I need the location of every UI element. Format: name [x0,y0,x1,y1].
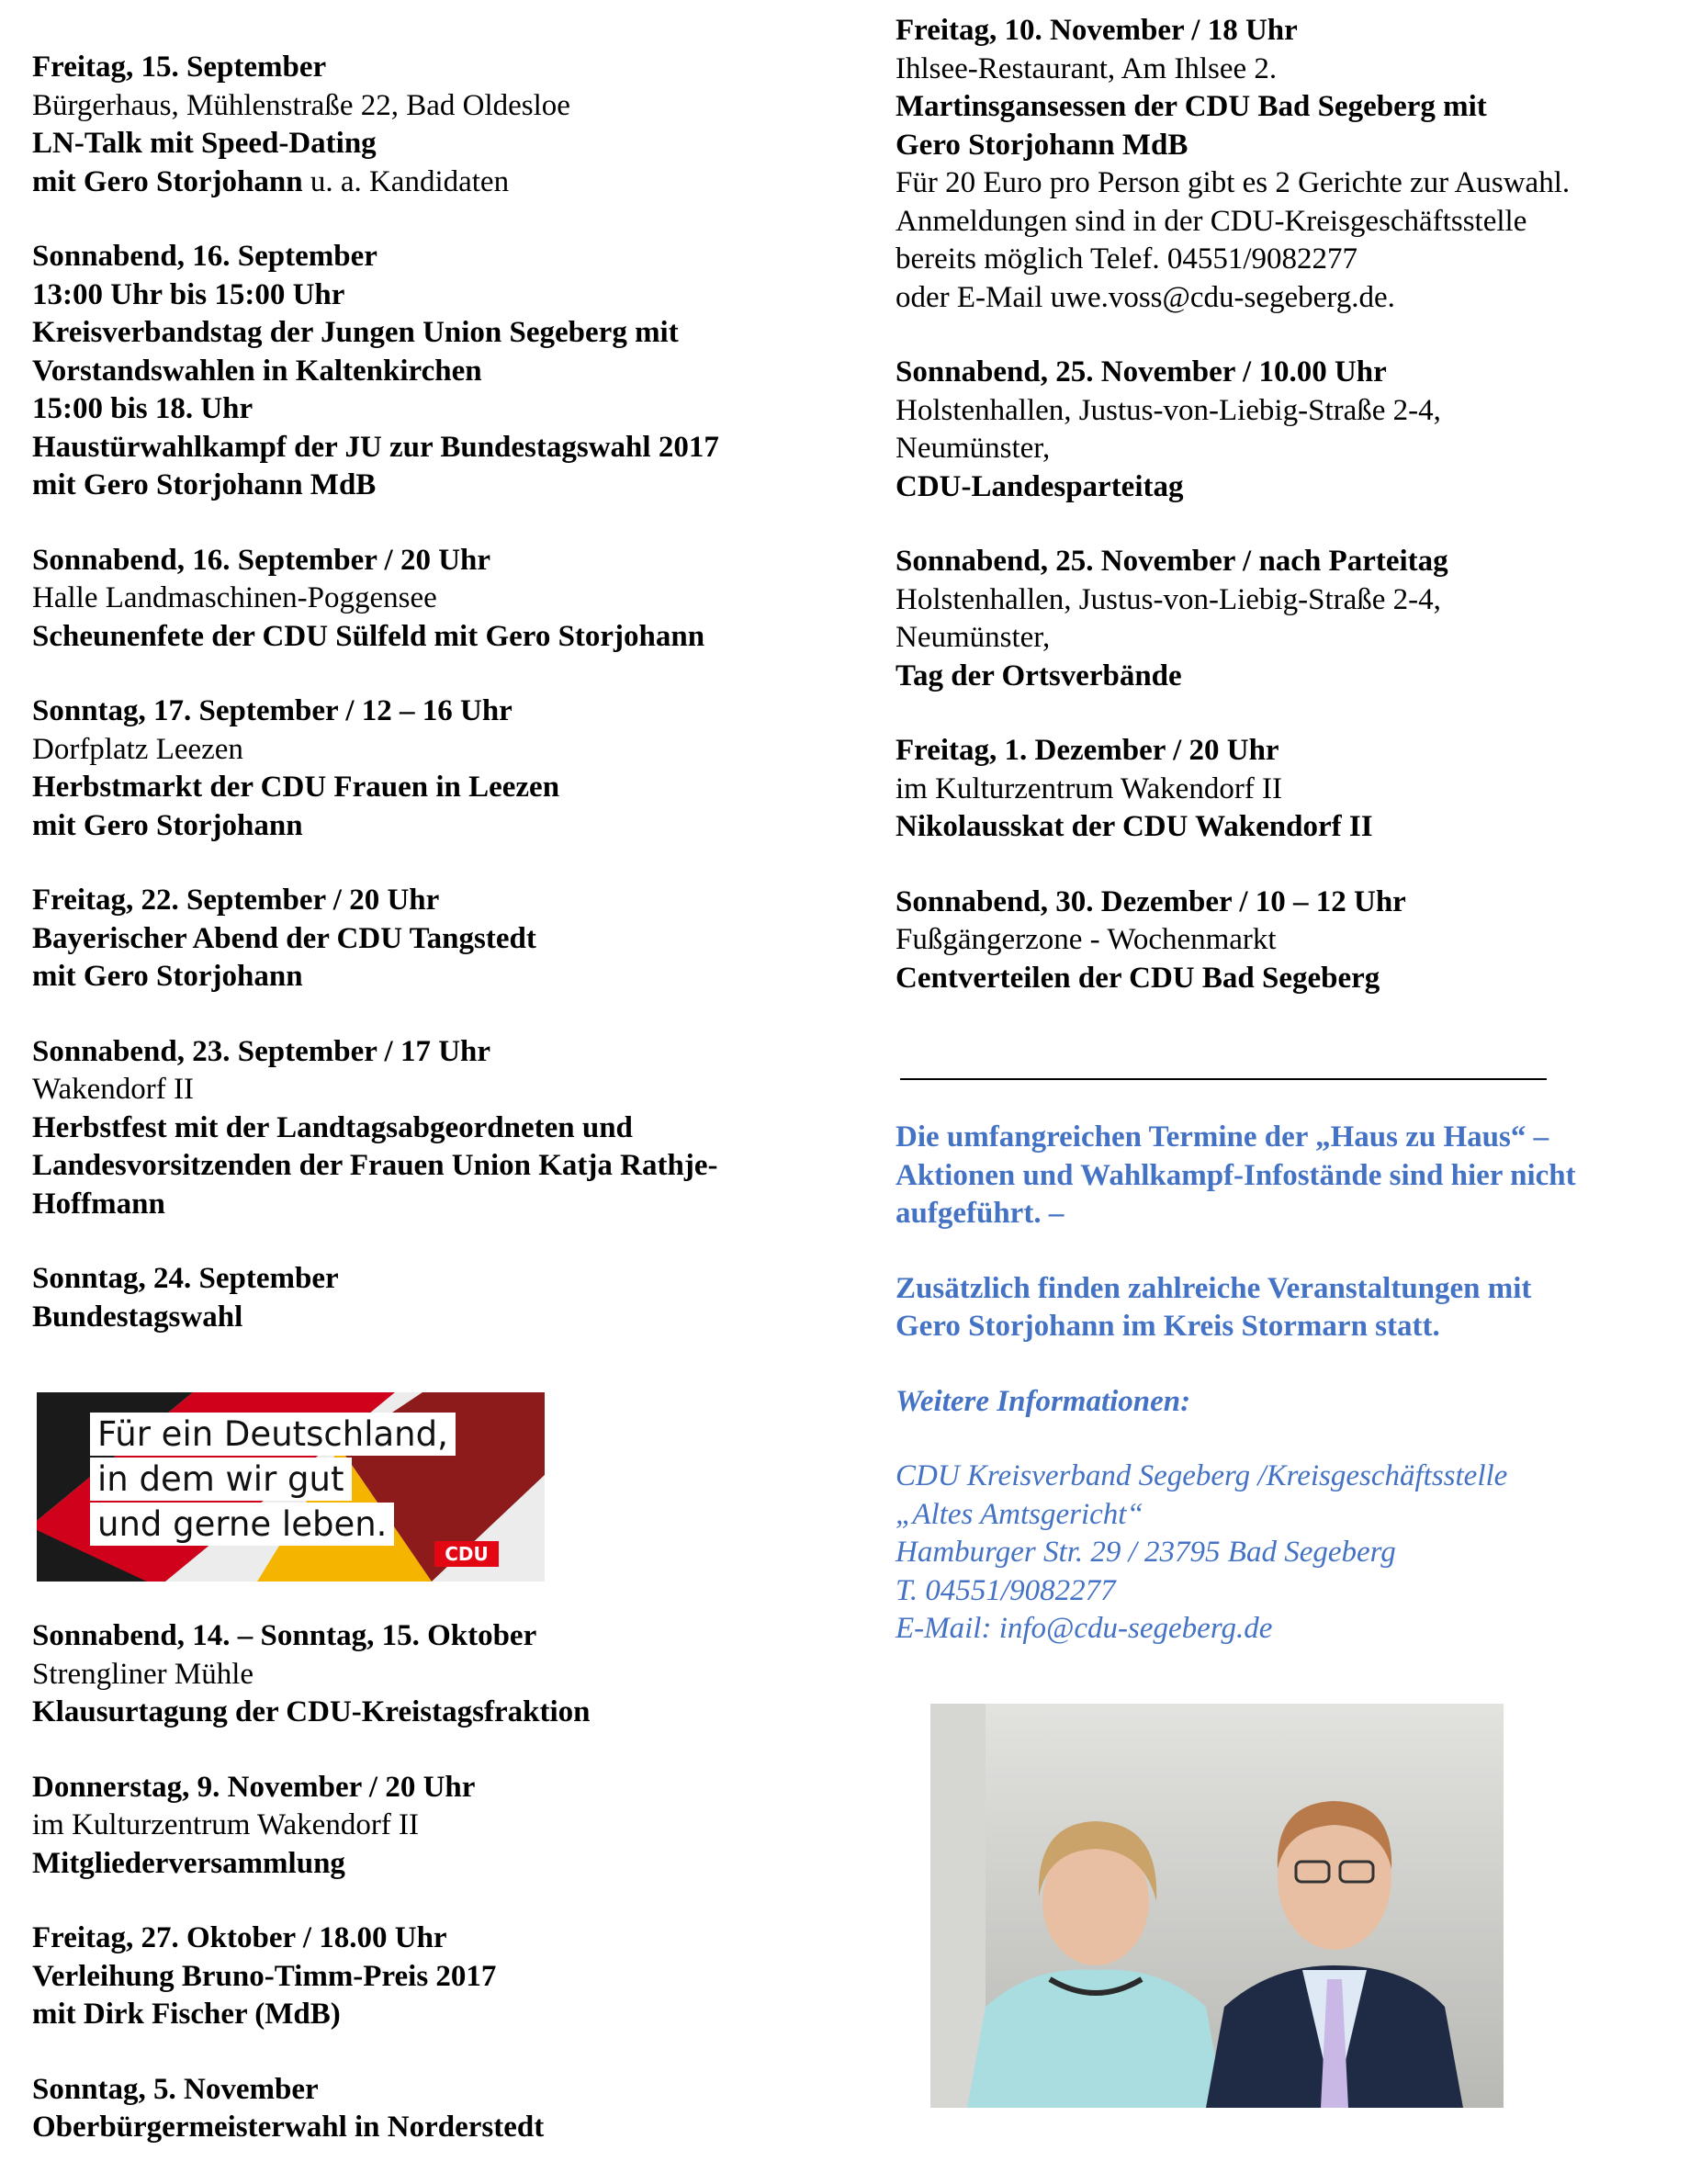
event-date: Sonnabend, 25. November / nach Parteitag [896,545,1448,578]
event-title: mit Gero Storjohann [32,808,303,842]
event-location: Strengliner Mühle [32,1657,254,1691]
event-location: Ihlsee-Restaurant, Am Ihlsee 2. [896,51,1278,85]
event-line [32,163,840,202]
event-date: Sonnabend, 14. – Sonntag, 15. Oktober [32,1619,537,1652]
event-entry [896,732,1685,847]
contact-block [896,1458,1685,1649]
event-title: 13:00 Uhr bis 15:00 Uhr [32,277,345,311]
banner-line-2: in dem wir gut [90,1458,352,1501]
event-title: mit Dirk Fischer (MdB) [32,1998,341,2031]
notice-line: Aktionen und Wahlkampf-Infostände sind hier nicht [896,1158,1576,1192]
event-location: bereits möglich Telef. 04551/9082277 [896,242,1357,276]
notice-block [896,1119,1685,1649]
event-entry [32,2071,840,2147]
event-date: Donnerstag, 9. November / 20 Uhr [32,1770,476,1804]
info-block [896,1383,1685,1422]
event-location: Anmeldungen sind in der CDU-Kreisgeschäftsstelle [896,204,1527,238]
contact-line: CDU Kreisverband Segeberg /Kreisgeschäftsstelle [896,1459,1508,1492]
event-line-bold: mit Gero Storjohann [32,164,303,198]
event-entry [32,542,840,657]
event-title: Bayerischer Abend der CDU Tangstedt [32,921,536,955]
event-title: mit Gero Storjohann [32,960,303,993]
divider-line [900,1078,1547,1080]
event-date: Freitag, 10. November / 18 Uhr [896,14,1298,47]
event-date: Freitag, 27. Oktober / 18.00 Uhr [32,1921,447,1954]
cdu-logo: CDU [434,1541,499,1567]
right-column [896,12,1685,1034]
notice-text-2 [896,1270,1685,1346]
event-location: Bürgerhaus, Mühlenstraße 22, Bad Oldesloe [32,88,570,122]
event-title: Kreisverbandstag der Jungen Union Segeberg mit [32,316,679,349]
event-entry [32,1919,840,2034]
event-entry [896,543,1685,695]
event-location: im Kulturzentrum Wakendorf II [32,1808,420,1841]
event-location: Holstenhallen, Justus-von-Liebig-Straße 2-4, [896,393,1441,427]
event-title: Haustürwahlkampf der JU zur Bundestagswahl 2017 [32,430,719,464]
event-location: Halle Landmaschinen-Poggensee [32,581,437,614]
event-location: Wakendorf II [32,1073,195,1106]
event-entry [32,238,840,505]
event-entry [32,1769,840,1884]
event-date: Freitag, 15. September [32,51,327,84]
portrait-illustration [930,1704,1504,2108]
banner-line-3: und gerne leben. [90,1503,394,1546]
event-location: Für 20 Euro pro Person gibt es 2 Gerichte zur Auswahl. [896,166,1571,199]
event-date: Sonntag, 24. September [32,1262,339,1295]
event-date: Freitag, 22. September / 20 Uhr [32,884,440,917]
event-title: Herbstfest mit der Landtagsabgeordneten und [32,1110,633,1144]
event-location: Dorfplatz Leezen [32,732,243,766]
event-date: Sonntag, 5. November [32,2072,319,2106]
event-title: Nikolausskat der CDU Wakendorf II [896,810,1373,843]
portrait-photo [930,1704,1504,2108]
event-entry [896,354,1685,506]
event-location: Neumünster, [896,432,1051,465]
event-title: Verleihung Bruno-Timm-Preis 2017 [32,1959,497,1993]
event-location: oder E-Mail uwe.voss@cdu-segeberg.de. [896,280,1395,314]
event-date: Sonnabend, 23. September / 17 Uhr [32,1034,491,1068]
contact-line: E-Mail: info@cdu-segeberg.de [896,1612,1273,1645]
notice-line: Die umfangreichen Termine der „Haus zu Haus“ – [896,1120,1549,1154]
event-title: Klausurtagung der CDU-Kreistagsfraktion [32,1695,591,1728]
event-line-rest: u. a. Kandidaten [302,164,510,198]
notice-text [896,1119,1685,1233]
event-date: Sonnabend, 16. September / 20 Uhr [32,543,491,577]
notice-line: aufgeführt. – [896,1197,1065,1230]
event-title: LN-Talk mit Speed-Dating [32,127,377,160]
event-entry [896,12,1685,317]
banner-slogan [90,1413,448,1548]
event-location: Holstenhallen, Justus-von-Liebig-Straße 2-4, [896,582,1441,616]
contact-line: „Altes Amtsgericht“ [896,1497,1143,1531]
event-location: Neumünster, [896,621,1051,654]
event-entry [32,49,840,201]
event-list-right [896,12,1685,997]
event-entry [896,884,1685,998]
notice-line: Zusätzlich finden zahlreiche Veranstaltungen mit [896,1271,1532,1305]
left-column [32,49,840,1373]
event-title: Hoffmann [32,1187,165,1221]
event-entry [32,1617,840,1732]
event-title: Herbstmarkt der CDU Frauen in Leezen [32,771,560,804]
event-title: Scheunenfete der CDU Sülfeld mit Gero Storjohann [32,619,705,653]
event-title: Oberbürgermeisterwahl in Norderstedt [32,2111,545,2144]
event-title: Tag der Ortsverbände [896,659,1182,692]
event-date: Freitag, 1. Dezember / 20 Uhr [896,734,1279,767]
event-entry [32,1033,840,1224]
event-date: Sonntag, 17. September / 12 – 16 Uhr [32,694,513,727]
contact-line: Hamburger Str. 29 / 23795 Bad Segeberg [896,1536,1396,1569]
event-date: Sonnabend, 16. September [32,240,377,273]
event-title: Martinsgansessen der CDU Bad Segeberg mit [896,90,1487,123]
event-date: Sonnabend, 25. November / 10.00 Uhr [896,355,1387,388]
event-title: Bundestagswahl [32,1300,243,1334]
event-title: CDU-Landesparteitag [896,469,1184,503]
event-list [32,49,840,1336]
event-title: Centverteilen der CDU Bad Segeberg [896,961,1380,995]
event-entry [32,1260,840,1336]
event-date: Sonnabend, 30. Dezember / 10 – 12 Uhr [896,884,1406,918]
event-title: mit Gero Storjohann MdB [32,468,377,501]
event-entry [32,692,840,845]
event-location: Fußgängerzone - Wochenmarkt [896,923,1277,956]
event-title: Mitgliederversammlung [32,1846,345,1880]
event-entry [32,882,840,996]
event-title: Vorstandswahlen in Kaltenkirchen [32,354,482,388]
notice-line: Gero Storjohann im Kreis Stormarn statt. [896,1310,1440,1343]
event-title: Landesvorsitzenden der Frauen Union Katja Rathje- [32,1149,718,1182]
info-heading: Weitere Informationen: [896,1384,1191,1418]
left-column-lower [32,1617,840,2184]
banner-line-1: Für ein Deutschland, [90,1413,456,1456]
election-banner [37,1392,545,1582]
event-list-lower [32,1617,840,2147]
contact-line: T. 04551/9082277 [896,1573,1116,1607]
event-title: 15:00 bis 18. Uhr [32,392,253,425]
event-location: im Kulturzentrum Wakendorf II [896,771,1283,805]
event-title: Gero Storjohann MdB [896,128,1188,162]
